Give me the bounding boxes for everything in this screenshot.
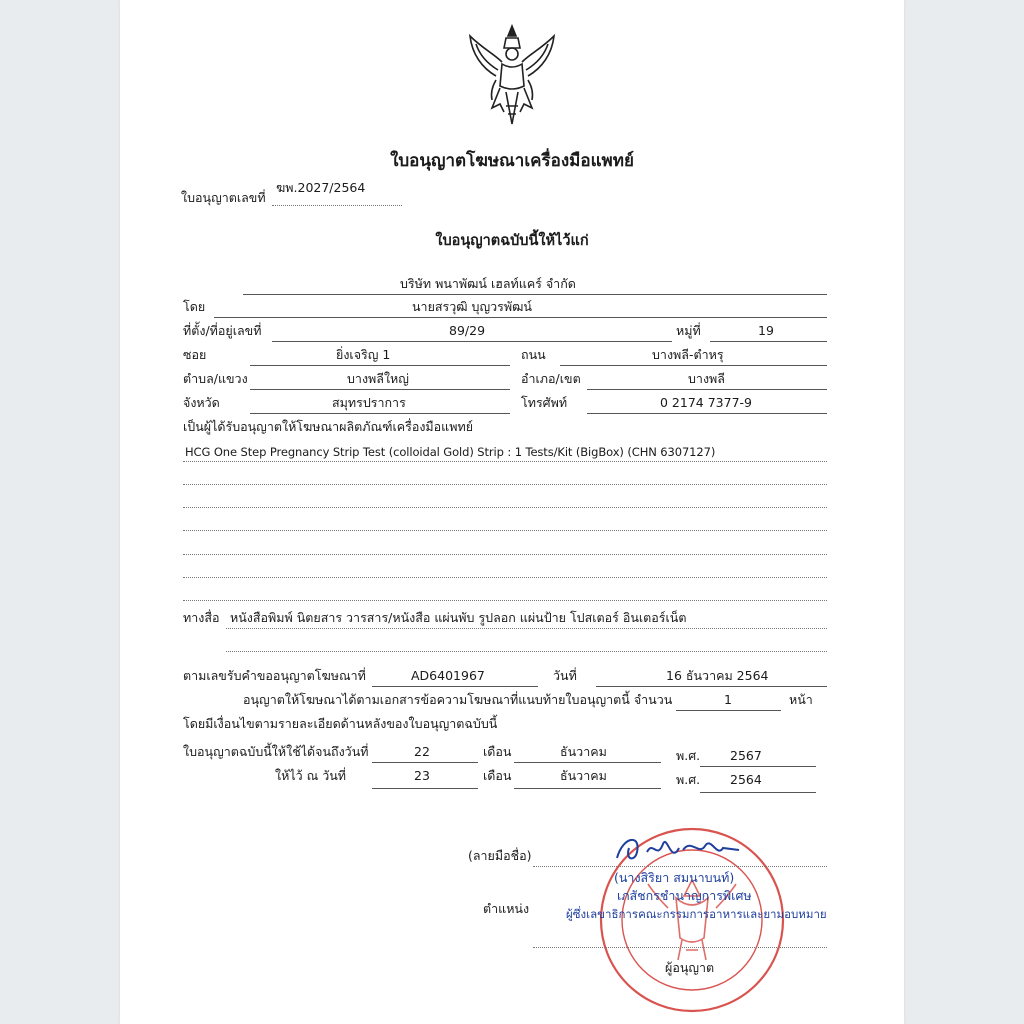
attach-text: อนุญาตให้โฆษณาได้ตามเอกสารข้อความโฆษณาที่แนบท้ายใบอนุญาตนี้ จำนวน bbox=[243, 692, 673, 707]
licensor-label: ผู้อนุญาต bbox=[665, 960, 715, 975]
house-no-line bbox=[272, 341, 672, 342]
moo-line bbox=[710, 341, 827, 342]
valid-month: ธันวาคม bbox=[560, 744, 607, 759]
blank-line bbox=[183, 530, 827, 531]
province-line bbox=[250, 413, 510, 414]
signer-name: (นางสิริยา สมนาบนท์) bbox=[614, 870, 735, 885]
district-label: อำเภอ/เขต bbox=[521, 371, 581, 386]
product-description: HCG One Step Pregnancy Strip Test (colloidal Gold) Strip : 1 Tests/Kit (BigBox) (CHN 6307127) bbox=[185, 445, 716, 459]
moo-label: หมู่ที่ bbox=[676, 323, 701, 338]
media-line bbox=[226, 628, 827, 629]
subdistrict-value: บางพลีใหญ่ bbox=[347, 371, 409, 386]
request-label: ตามเลขรับคำขออนุญาตโฆษณาที่ bbox=[183, 668, 366, 683]
province-label: จังหวัด bbox=[183, 395, 220, 410]
position-line bbox=[533, 947, 827, 948]
conditions-text: โดยมีเงื่อนไขตามรายละเอียดด้านหลังของใบอนุญาตฉบับนี้ bbox=[183, 716, 498, 731]
signature-line bbox=[533, 866, 827, 867]
signer-title-2: ผู้ซึ่งเลขาธิการคณะกรรมการอาหารและยามอบหมาย bbox=[566, 907, 827, 921]
blank-line bbox=[183, 577, 827, 578]
given-year-line bbox=[700, 792, 816, 793]
by-name: นายสรวุฒิ บุญวรพัฒน์ bbox=[412, 299, 532, 314]
by-label: โดย bbox=[183, 299, 206, 314]
valid-month-label: เดือน bbox=[483, 744, 512, 759]
given-day-line bbox=[372, 788, 478, 789]
garuda-emblem bbox=[462, 20, 562, 130]
blank-line bbox=[183, 507, 827, 508]
position-label: ตำแหน่ง bbox=[483, 901, 530, 916]
valid-day-line bbox=[372, 762, 478, 763]
soi-value: ยิ่งเจริญ 1 bbox=[336, 347, 391, 362]
given-month-label: เดือน bbox=[483, 768, 512, 783]
phone-value: 0 2174 7377-9 bbox=[660, 395, 752, 410]
signature-label: (ลายมือชื่อ) bbox=[468, 848, 532, 863]
media-line-2 bbox=[226, 651, 827, 652]
document-title: ใบอนุญาตโฆษณาเครื่องมือแพทย์ bbox=[390, 151, 634, 171]
given-label: ให้ไว้ ณ วันที่ bbox=[275, 768, 346, 783]
license-no-label: ใบอนุญาตเลขที่ bbox=[181, 190, 266, 205]
road-line bbox=[560, 365, 827, 366]
attach-count: 1 bbox=[724, 692, 732, 707]
road-label: ถนน bbox=[521, 347, 546, 362]
valid-year-line bbox=[700, 766, 816, 767]
request-date-line bbox=[596, 686, 827, 687]
by-line bbox=[214, 317, 827, 318]
valid-year: 2567 bbox=[730, 748, 762, 763]
valid-month-line bbox=[514, 762, 661, 763]
valid-day: 22 bbox=[414, 744, 430, 759]
province-value: สมุทรปราการ bbox=[332, 395, 406, 410]
page-unit: หน้า bbox=[789, 692, 813, 707]
product-line bbox=[183, 461, 827, 462]
valid-label: ใบอนุญาตฉบับนี้ให้ใช้ได้จนถึงวันที่ bbox=[183, 744, 369, 759]
house-no-label: ที่ตั้ง/ที่อยู่เลขที่ bbox=[183, 323, 262, 338]
moo-value: 19 bbox=[758, 323, 774, 338]
license-no-line bbox=[272, 205, 402, 206]
district-line bbox=[587, 389, 827, 390]
signature-scribble bbox=[613, 830, 743, 870]
phone-line bbox=[587, 413, 827, 414]
phone-label: โทรศัพท์ bbox=[521, 395, 568, 410]
soi-line bbox=[250, 365, 510, 366]
blank-line bbox=[183, 554, 827, 555]
attach-count-line bbox=[676, 710, 781, 711]
blank-line bbox=[183, 484, 827, 485]
permission-text: เป็นผู้ได้รับอนุญาตให้โฆษณาผลิตภัณฑ์เครื่องมือแพทย์ bbox=[183, 419, 474, 434]
signer-title-1: เภสัชกรชำนาญการพิเศษ bbox=[617, 888, 752, 903]
company-line bbox=[243, 294, 827, 295]
request-no: AD6401967 bbox=[411, 668, 485, 683]
media-list: หนังสือพิมพ์ นิตยสาร วารสาร/หนังสือ แผ่นพับ รูปลอก แผ่นป้าย โปสเตอร์ อินเตอร์เน็ต bbox=[230, 610, 687, 625]
given-day: 23 bbox=[414, 768, 430, 783]
request-date: 16 ธันวาคม 2564 bbox=[666, 668, 769, 683]
given-year: 2564 bbox=[730, 772, 762, 787]
company-name: บริษัท พนาพัฒน์ เฮลท์แคร์ จำกัด bbox=[400, 276, 576, 291]
road-value: บางพลี-ตำหรุ bbox=[652, 347, 724, 362]
request-date-label: วันที่ bbox=[553, 668, 577, 683]
issued-to-heading: ใบอนุญาตฉบับนี้ให้ไว้แก่ bbox=[435, 233, 589, 249]
license-no-value: ฆพ.2027/2564 bbox=[276, 180, 366, 195]
subdistrict-line bbox=[250, 389, 510, 390]
valid-year-label: พ.ศ. bbox=[676, 748, 701, 763]
given-month: ธันวาคม bbox=[560, 768, 607, 783]
district-value: บางพลี bbox=[688, 371, 725, 386]
blank-line bbox=[183, 600, 827, 601]
media-label: ทางสื่อ bbox=[183, 610, 220, 625]
request-no-line bbox=[372, 686, 538, 687]
given-month-line bbox=[514, 788, 661, 789]
subdistrict-label: ตำบล/แขวง bbox=[183, 371, 248, 386]
soi-label: ซอย bbox=[183, 347, 207, 362]
house-no-value: 89/29 bbox=[449, 323, 486, 338]
given-year-label: พ.ศ. bbox=[676, 772, 701, 787]
